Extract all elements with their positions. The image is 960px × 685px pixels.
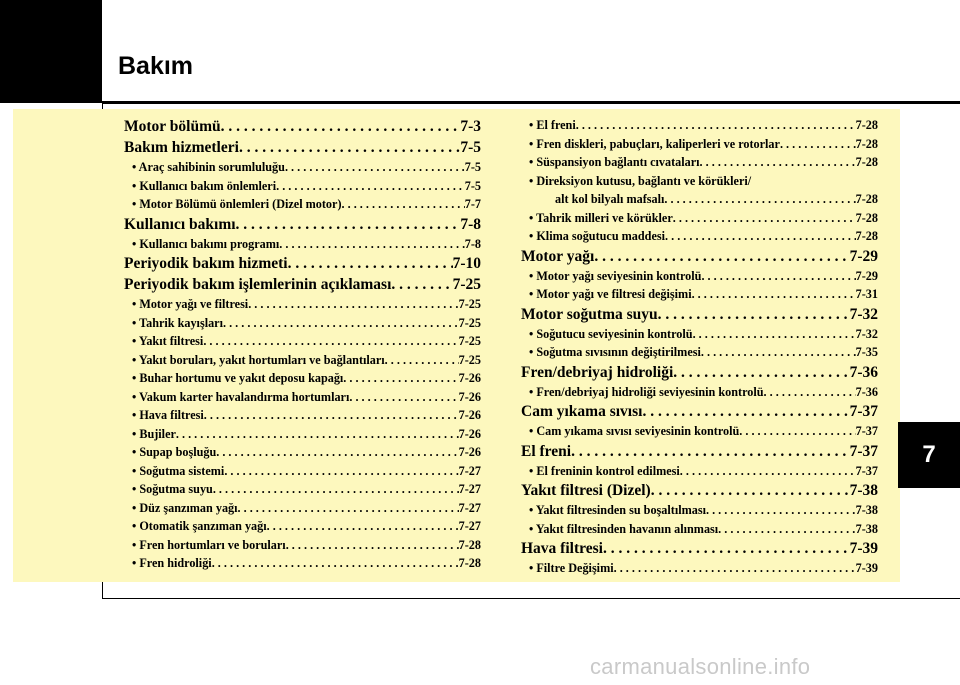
toc-entry-label: • Süspansiyon bağlantı cıvataları <box>529 153 700 172</box>
toc-entry-label: • Soğutma sistemi <box>132 462 224 481</box>
toc-leader-dots <box>216 443 458 462</box>
page-title: Bakım <box>118 52 194 80</box>
toc-leader-dots <box>223 314 459 333</box>
toc-entry-label: • Fren hortumları ve boruları <box>132 536 286 555</box>
toc-entry[interactable] <box>124 499 481 518</box>
toc-leader-dots <box>658 304 850 325</box>
toc-entry-label: • Filtre Değişimi <box>529 559 614 578</box>
toc-entry[interactable] <box>521 559 878 578</box>
toc-leader-dots <box>248 295 458 314</box>
toc-entry[interactable] <box>124 235 481 254</box>
toc-entry[interactable] <box>521 172 878 191</box>
toc-leader-dots <box>700 153 856 172</box>
toc-page-number: 7-26 <box>458 389 481 404</box>
toc-leader-dots <box>349 388 458 407</box>
toc-entry-label: • Fren/debriyaj hidroliği seviyesinin kontrolü <box>529 383 764 402</box>
toc-page-number: 7-28 <box>855 210 878 225</box>
toc-leader-dots <box>236 214 461 235</box>
toc-leader-dots <box>693 325 856 344</box>
toc-entry-label: • Motor yağı ve filtresi <box>132 295 248 314</box>
toc-page-number: 7-27 <box>458 519 481 533</box>
toc-page-number: 7-27 <box>458 500 481 515</box>
toc-page-number: 7-8 <box>460 215 481 233</box>
toc-leader-dots <box>288 253 453 274</box>
toc-leader-dots <box>224 462 458 481</box>
toc-heading[interactable] <box>521 304 878 325</box>
toc-page-number: 7-38 <box>849 482 878 499</box>
toc-page-number: 7-26 <box>458 371 481 385</box>
toc-page-number: 7-25 <box>458 315 481 330</box>
toc-leader-dots <box>651 480 850 501</box>
watermark: carmanualsonline.info <box>590 654 811 679</box>
toc-column-right <box>521 116 878 578</box>
toc-page-number: 7-25 <box>458 352 481 367</box>
toc-page-number: 7-26 <box>458 426 481 441</box>
toc-entry[interactable] <box>124 314 481 333</box>
toc-page-number: 7-28 <box>855 192 878 206</box>
toc-leader-dots <box>221 116 461 137</box>
toc-page-number: 7-28 <box>855 118 878 132</box>
toc-entry-label: • Kullanıcı bakım önlemleri <box>132 177 276 196</box>
toc-page-number: 7-25 <box>458 334 481 348</box>
toc-page-number: 7-28 <box>458 537 481 552</box>
toc-page-number: 7-26 <box>458 445 481 459</box>
toc-entry[interactable] <box>521 285 878 304</box>
toc-page-number: 7-39 <box>849 540 878 557</box>
toc-entry-label: Hava filtresi <box>521 540 603 557</box>
toc-page-number: 7-32 <box>855 326 878 341</box>
toc-page-number: 7-3 <box>460 118 481 135</box>
corner-block <box>0 0 102 103</box>
toc-entry[interactable] <box>521 267 878 286</box>
toc-entry[interactable] <box>124 517 481 536</box>
toc-leader-dots <box>701 343 856 362</box>
toc-entry-label: • Soğutma sıvısının değiştirilmesi <box>529 343 701 362</box>
toc-leader-dots <box>673 209 856 228</box>
toc-entry-label: Fren/debriyaj hidroliği <box>521 363 674 381</box>
toc-leader-dots <box>239 137 460 158</box>
toc-entry-label: • Bujiler <box>132 425 176 444</box>
toc-entry[interactable] <box>124 369 481 388</box>
toc-leader-dots <box>391 274 452 295</box>
toc-entry-label: Motor yağı <box>521 247 595 265</box>
toc-entry[interactable] <box>521 153 878 172</box>
toc-leader-dots <box>718 520 855 539</box>
toc-page-number: 7-36 <box>855 384 878 399</box>
toc-leader-dots <box>764 383 856 402</box>
toc-page-number: 7-26 <box>458 408 481 422</box>
toc-leader-dots <box>238 499 459 518</box>
toc-entry-label: • Fren diskleri, pabuçları, kaliperleri ve rotorlar <box>529 135 780 154</box>
toc-entry[interactable] <box>521 190 878 209</box>
toc-entry-label: Yakıt filtresi (Dizel) <box>521 482 651 499</box>
toc-leader-dots <box>286 536 459 555</box>
toc-heading[interactable] <box>124 116 481 137</box>
toc-leader-dots <box>343 369 458 388</box>
toc-leader-dots <box>701 267 855 286</box>
toc-entry-label: Periyodik bakım işlemlerinin açıklaması <box>124 276 392 293</box>
toc-entry-label: • Supap boşluğu <box>132 443 216 462</box>
toc-leader-dots <box>642 401 849 422</box>
toc-entry[interactable] <box>521 209 878 228</box>
toc-entry[interactable] <box>124 406 481 425</box>
header-rule <box>102 101 960 104</box>
toc-leader-dots <box>594 246 849 267</box>
toc-heading[interactable] <box>521 362 878 383</box>
toc-entry-label: • Soğutucu seviyesinin kontrolü <box>529 325 693 344</box>
toc-entry[interactable] <box>124 536 481 555</box>
toc-page-number: 7-27 <box>458 482 481 496</box>
toc-leader-dots <box>385 351 459 370</box>
toc-page-number: 7-28 <box>855 136 878 151</box>
toc-entry-label: • Motor yağı seviyesinin kontrolü <box>529 267 701 286</box>
toc-page-number: 7-5 <box>460 139 481 156</box>
toc-page-number: 7-5 <box>464 178 481 193</box>
toc-heading[interactable] <box>124 137 481 158</box>
toc-page-number: 7-27 <box>458 463 481 478</box>
toc-entry-label: El freni <box>521 442 572 460</box>
toc-page-number: 7-10 <box>452 255 481 272</box>
toc-entry[interactable] <box>124 195 481 214</box>
toc-entry-label: • Hava filtresi <box>132 406 204 425</box>
toc-entry[interactable] <box>521 227 878 246</box>
toc-leader-dots <box>203 332 458 351</box>
toc-page-number: 7-7 <box>464 197 481 211</box>
toc-entry-label: • Fren hidroliği <box>132 554 212 573</box>
toc-entry-label: • Motor Bölümü önlemleri (Dizel motor) <box>132 195 342 214</box>
toc-heading[interactable] <box>521 246 878 267</box>
toc-leader-dots <box>706 501 856 520</box>
toc-entry[interactable] <box>521 343 878 362</box>
toc-leader-dots <box>692 285 856 304</box>
toc-heading[interactable] <box>124 214 481 235</box>
toc-leader-dots <box>665 227 856 246</box>
toc-page-number: 7-25 <box>458 297 481 311</box>
toc-page-number: 7-8 <box>464 236 481 251</box>
toc-leader-dots <box>204 406 459 425</box>
toc-entry[interactable] <box>521 422 878 441</box>
toc-entry-label: • Yakıt filtresinden su boşaltılması <box>529 501 706 520</box>
toc-heading[interactable] <box>521 538 878 559</box>
toc-page-number: 7-35 <box>855 345 878 359</box>
toc-entry-label: Periyodik bakım hizmeti <box>124 255 288 272</box>
toc-entry[interactable] <box>124 462 481 481</box>
toc-page-number: 7-29 <box>849 247 878 265</box>
bottom-rule <box>102 598 960 599</box>
toc-entry-label: • Araç sahibinin sorumluluğu <box>132 158 285 177</box>
toc-page-number: 7-37 <box>855 424 878 438</box>
toc-entry-label: • Direksiyon kutusu, bağlantı ve körükleri/ <box>529 172 751 191</box>
toc-leader-dots <box>673 362 849 383</box>
toc-heading[interactable] <box>124 274 481 295</box>
toc-entry-label: • Yakıt filtresi <box>132 332 203 351</box>
toc-heading[interactable] <box>521 480 878 501</box>
toc-entry-label: Kullanıcı bakımı <box>124 215 236 233</box>
toc-entry[interactable] <box>521 135 878 154</box>
toc-entry[interactable] <box>521 116 878 135</box>
toc-entry-label: • Klima soğutucu maddesi <box>529 227 665 246</box>
toc-entry[interactable] <box>124 177 481 196</box>
toc-entry[interactable] <box>124 295 481 314</box>
toc-page-number: 7-37 <box>855 463 878 478</box>
toc-entry-label: • Motor yağı ve filtresi değişimi <box>529 285 692 304</box>
toc-leader-dots <box>664 190 855 209</box>
toc-heading[interactable] <box>124 253 481 274</box>
toc-leader-dots <box>212 554 459 573</box>
toc-page-number: 7-28 <box>458 556 481 570</box>
toc-page-number: 7-39 <box>855 561 878 575</box>
toc-entry-label: • El freni <box>529 116 576 135</box>
toc-entry-label: • Tahrik milleri ve körükler <box>529 209 673 228</box>
toc-leader-dots <box>739 422 855 441</box>
toc-leader-dots <box>680 462 856 481</box>
toc-page-number: 7-37 <box>849 442 878 460</box>
toc-entry-label: Cam yıkama sıvısı <box>521 403 643 420</box>
toc-heading[interactable] <box>521 401 878 422</box>
toc-leader-dots <box>342 195 465 214</box>
toc-leader-dots <box>614 559 856 578</box>
toc-entry-label: Motor soğutma suyu <box>521 305 658 323</box>
toc-page-number: 7-25 <box>452 276 481 293</box>
toc-page-number: 7-31 <box>855 287 878 301</box>
toc-entry[interactable] <box>521 520 878 539</box>
toc-entry-label: Bakım hizmetleri <box>124 139 239 156</box>
toc-entry-label: Motor bölümü <box>124 118 221 135</box>
toc-leader-dots <box>176 425 459 444</box>
toc-page-number: 7-36 <box>849 363 878 381</box>
toc-entry[interactable] <box>124 443 481 462</box>
toc-entry[interactable] <box>124 554 481 573</box>
toc-entry[interactable] <box>124 332 481 351</box>
toc-entry-label: • Yakıt filtresinden havanın alınması <box>529 520 718 539</box>
toc-heading[interactable] <box>521 441 878 462</box>
toc-page-number: 7-38 <box>855 503 878 517</box>
toc-entry[interactable] <box>124 480 481 499</box>
toc-entry-label: • Yakıt boruları, yakıt hortumları ve bağlantıları <box>132 351 385 370</box>
toc-page-number: 7-38 <box>855 521 878 536</box>
toc-leader-dots <box>780 135 856 154</box>
toc-page-number: 7-32 <box>849 305 878 323</box>
toc-leader-dots <box>576 116 856 135</box>
toc-entry-label: • Otomatik şanzıman yağı <box>132 517 267 536</box>
toc-entry[interactable] <box>521 501 878 520</box>
toc-page-number: 7-28 <box>855 155 878 169</box>
toc-page-number: 7-37 <box>849 403 878 420</box>
toc-entry[interactable] <box>124 388 481 407</box>
toc-entry-label: • El freninin kontrol edilmesi <box>529 462 680 481</box>
toc-entry-label: • Buhar hortumu ve yakıt deposu kapağı <box>132 369 343 388</box>
toc-entry[interactable] <box>521 383 878 402</box>
toc-entry[interactable] <box>521 325 878 344</box>
toc-leader-dots <box>603 538 850 559</box>
toc-column-left <box>124 116 481 573</box>
toc-leader-dots <box>571 441 849 462</box>
toc-entry-label: alt kol bilyalı mafsalı <box>555 192 665 206</box>
toc-entry-label: • Düz şanzıman yağı <box>132 499 238 518</box>
toc-page-number: 7-5 <box>464 160 481 174</box>
toc-leader-dots <box>213 480 459 499</box>
toc-entry-label: • Tahrik kayışları <box>132 314 223 333</box>
toc-entry[interactable] <box>124 351 481 370</box>
chapter-tab[interactable]: 7 <box>898 422 960 488</box>
toc-entry[interactable] <box>124 158 481 177</box>
toc-leader-dots <box>276 177 465 196</box>
toc-page-number: 7-29 <box>855 268 878 283</box>
toc-page-number: 7-28 <box>855 229 878 243</box>
toc-entry-label: • Cam yıkama sıvısı seviyesinin kontrolü <box>529 422 739 441</box>
toc-leader-dots <box>279 235 464 254</box>
toc-entry-label: • Vakum karter havalandırma hortumları <box>132 388 349 407</box>
toc-entry[interactable] <box>124 425 481 444</box>
toc-leader-dots <box>285 158 465 177</box>
toc-entry-label: • Kullanıcı bakımı programı <box>132 235 279 254</box>
toc-leader-dots <box>267 517 459 536</box>
toc-entry-label: • Soğutma suyu <box>132 480 213 499</box>
toc-entry[interactable] <box>521 462 878 481</box>
